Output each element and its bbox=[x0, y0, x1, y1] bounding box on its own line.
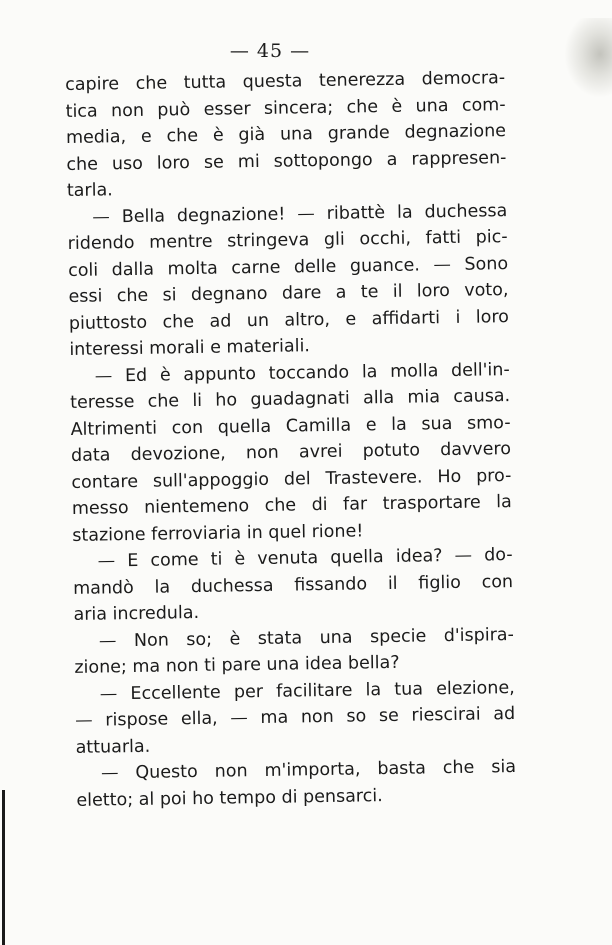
text-line: ridendo mentre stringeva gli occhi, fatti pic- bbox=[67, 227, 508, 254]
text-line: — Non so; è stata una specie d'ispira- bbox=[98, 624, 515, 652]
text-line: — Ed è appunto toccando la molla dell'in- bbox=[94, 359, 510, 387]
page-stain bbox=[564, 18, 612, 98]
text-line: media, e che è già una grande degnazione bbox=[65, 121, 507, 148]
page-number: — 45 — bbox=[229, 40, 311, 62]
text-line: essi che si degnano dare a te il loro voto, bbox=[68, 280, 509, 307]
text-line: aria incredula. bbox=[73, 602, 200, 625]
text-line: coli dalla molta carne delle guance. — Sono bbox=[67, 253, 509, 281]
text-line: tica non può esser sincera; che è una com- bbox=[65, 94, 506, 122]
binding-edge bbox=[2, 790, 5, 945]
text-line: Altrimenti con quella Camilla e la sua smo- bbox=[70, 412, 511, 440]
text-line: messo nientemeno che di far trasportare la bbox=[71, 492, 512, 519]
text-line: mandò la duchessa fissando il figlio con bbox=[72, 571, 514, 599]
text-line: attuarla. bbox=[75, 736, 151, 758]
text-line: — Questo non m'importa, basta che sia bbox=[100, 757, 517, 784]
text-line: data devozione, non avrei potuto davvero bbox=[70, 439, 512, 466]
text-line: che uso loro se mi sottopongo a rappresen- bbox=[66, 147, 507, 175]
text-line: zione; ma non ti pare una idea bella? bbox=[74, 652, 400, 678]
text-line: — Bella degnazione! — ribattè la duchessa bbox=[92, 200, 508, 228]
body-text bbox=[65, 65, 517, 814]
text-line: interessi morali e materiali. bbox=[69, 336, 311, 360]
text-line: capire che tutta questa tenerezza democra- bbox=[65, 68, 506, 95]
text-line: — Eccellente per facilitare la tua elezione, bbox=[99, 677, 515, 705]
text-line: — rispose ella, — ma non so se riescirai ad bbox=[75, 704, 516, 731]
text-line: — E come ti è venuta quella idea? — do- bbox=[97, 545, 513, 572]
text-line: eletto; al poi ho tempo di pensarci. bbox=[76, 785, 383, 811]
text-line: contare sull'appoggio del Trastevere. Ho pro- bbox=[71, 465, 512, 493]
text-line: stazione ferroviaria in quel rione! bbox=[72, 520, 364, 546]
text-line: piuttosto che ad un altro, e affidarti i loro bbox=[68, 306, 510, 334]
text-line: teresse che li ho guadagnati alla mia causa. bbox=[70, 386, 511, 413]
text-line: tarla. bbox=[66, 180, 113, 201]
